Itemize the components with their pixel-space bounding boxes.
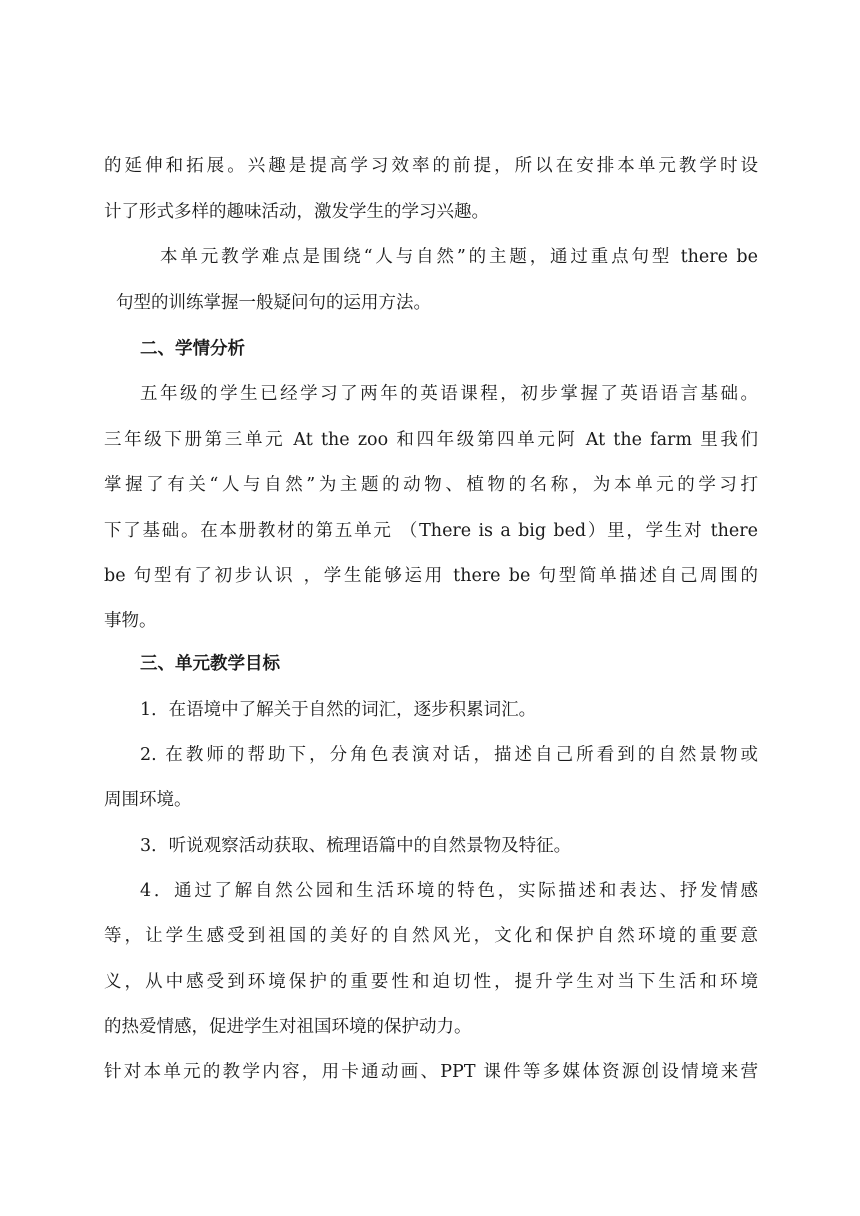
- list-item: 3．听说观察活动获取、梳理语篇中的自然景物及特征。: [140, 836, 572, 856]
- paragraph-line: 掌握了有关“人与自然”为主题的动物、植物的名称，为本单元的学习打: [104, 475, 758, 495]
- paragraph-line: 本单元教学难点是围绕“人与自然”的主题，通过重点句型 there be: [160, 247, 758, 267]
- paragraph-line: 的热爱情感，促进学生对祖国环境的保护动力。: [104, 1017, 472, 1037]
- paragraph-line: 针对本单元的教学内容，用卡通动画、PPT 课件等多媒体资源创设情境来营: [104, 1062, 758, 1082]
- paragraph-line: 义，从中感受到环境保护的重要性和迫切性，提升学生对当下生活和环境: [104, 972, 758, 992]
- paragraph-line: 计了形式多样的趣味活动，激发学生的学习兴趣。: [104, 202, 489, 222]
- list-item: 4．通过了解自然公园和生活环境的特色，实际描述和表达、抒发情感: [140, 881, 758, 901]
- paragraph-line: 句型的训练掌握一般疑问句的运用方法。: [116, 293, 431, 313]
- paragraph-line: 下了基础。在本册教材的第五单元 （There is a big bed）里，学生对 there: [104, 521, 758, 541]
- section-heading: 二、学情分析: [140, 339, 245, 359]
- paragraph-line: 事物。: [104, 611, 157, 631]
- paragraph-line: 等，让学生感受到祖国的美好的自然风光，文化和保护自然环境的重要意: [104, 926, 758, 946]
- paragraph-line: 五年级的学生已经学习了两年的英语课程，初步掌握了英语语言基础。: [140, 384, 758, 404]
- paragraph-line: 三年级下册第三单元 At the zoo 和四年级第四单元阿 At the farm 里我们: [104, 430, 758, 450]
- paragraph-line: 的延伸和拓展。兴趣是提高学习效率的前提，所以在安排本单元教学时设: [104, 156, 758, 176]
- list-item: 2. 在教师的帮助下，分角色表演对话，描述自己所看到的自然景物或: [140, 745, 758, 765]
- paragraph-line: 周围环境。: [104, 790, 192, 810]
- paragraph-line: be 句型有了初步认识 ，学生能够运用 there be 句型简单描述自己周围的: [104, 566, 758, 586]
- section-heading: 三、单元教学目标: [140, 654, 280, 674]
- list-item: 1．在语境中了解关于自然的词汇，逐步积累词汇。: [140, 700, 537, 720]
